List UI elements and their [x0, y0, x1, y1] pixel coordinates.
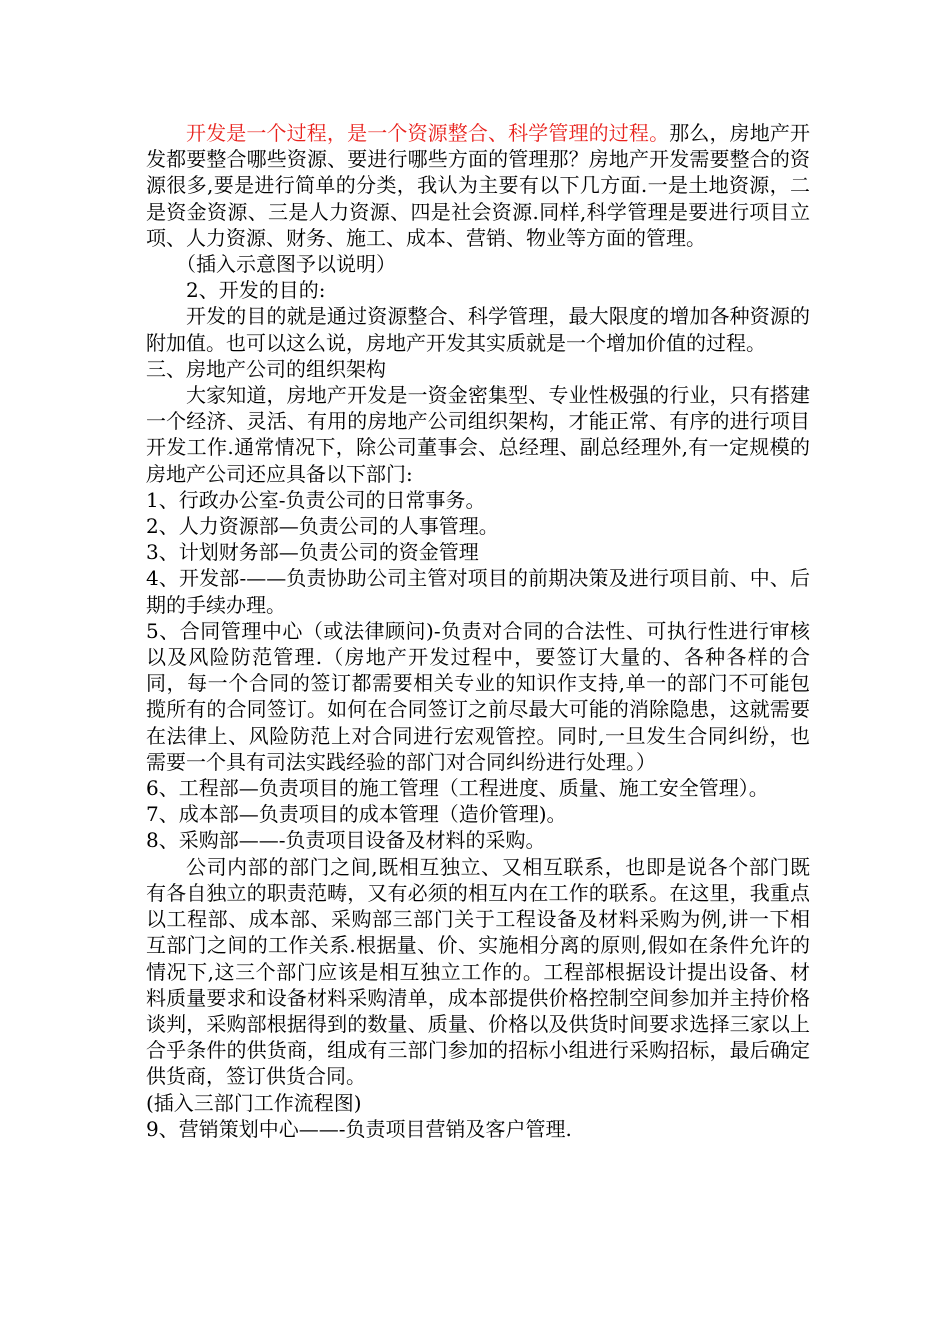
- department-item-cost: 7、成本部—负责项目的成本管理（造价管理)。: [146, 802, 567, 827]
- department-item-hr: 2、人力资源部—负责公司的人事管理。: [146, 514, 499, 539]
- department-item-contract: 5、合同管理中心（或法律顾问)-负责对合同的合法性、可执行性进行审核以及风险防范管理.（房地产开发过程中，要签订大量的、各种各样的合同，每一个合同的签订都需要相关专业的知识作支持,单一的部门不可能包揽所有的合同签订。如何在合同签订之前尽最大可能的消除隐患，这就需要在法律上、风险防范上对合同进行宏观管控。同时,一旦发生合同纠纷，也需要一个具有司法实践经验的部门对合同纠纷进行处理。）: [146, 618, 810, 774]
- paragraph-text: 那么，房地产开发都要整合哪些资源、要进行哪些方面的管理那？房地产开发需要整合的资源很多,要是进行简单的分类，我认为主要有以下几方面.一是土地资源，二是资金资源、三是人力资源、四是社会资源.同样,科学管理是要进行项目立项、人力资源、财务、施工、成本、营销、物业等方面的管理。: [146, 121, 811, 250]
- department-item-admin: 1、行政办公室-负责公司的日常事务。: [146, 487, 486, 512]
- section-heading-org-structure: 三、房地产公司的组织架构: [146, 356, 386, 381]
- paragraph-resource-integration: [146, 120, 810, 251]
- highlighted-sentence: 开发是一个过程，是一个资源整合、科学管理的过程。: [186, 121, 670, 145]
- department-item-engineering: 6、工程部—负责项目的施工管理（工程进度、质量、施工安全管理）。: [146, 776, 769, 801]
- paragraph-department-relations: 公司内部的部门之间,既相互独立、又相互联系，也即是说各个部门既有各自独立的职责范畴，又有必须的相互内在工作的联系。在这里，我重点以工程部、成本部、采购部三部门关于工程设备及材料采购为例,讲一下相互部门之间的工作关系.根据量、价、实施相分离的原则,假如在条件允许的情况下,这三个部门应该是相互独立工作的。工程部根据设计提出设备、材料质量要求和设备材料采购清单，成本部提供价格控制空间参加并主持价格谈判，采购部根据得到的数量、质量、价格以及供货时间要求选择三家以上合乎条件的供货商，组成有三部门参加的招标小组进行采购招标，最后确定供货商，签订供货合同。: [146, 854, 810, 1089]
- department-item-finance: 3、计划财务部—负责公司的资金管理: [146, 540, 479, 565]
- document-body: [146, 120, 810, 1142]
- department-item-development: 4、开发部-——负责协助公司主管对项目的前期决策及进行项目前、中、后期的手续办理。: [146, 566, 810, 617]
- department-item-marketing: 9、营销策划中心——-负责项目营销及客户管理.: [146, 1116, 572, 1141]
- paragraph-purpose: 开发的目的就是通过资源整合、科学管理，最大限度的增加各种资源的附加值。也可以这么说，房地产开发其实质就是一个增加价值的过程。: [146, 304, 810, 355]
- paragraph-org-structure: 大家知道，房地产开发是一资金密集型、专业性极强的行业，只有搭建一个经济、灵活、有用的房地产公司组织架构，才能正常、有序的进行项目开发工作.通常情况下，除公司董事会、总经理、副总经理外,有一定规模的房地产公司还应具备以下部门:: [146, 383, 810, 486]
- figure-note-workflow: (插入三部门工作流程图): [146, 1090, 362, 1115]
- section-heading-purpose: 2、开发的目的:: [186, 278, 326, 303]
- figure-note-diagram: （插入示意图予以说明）: [176, 252, 396, 277]
- department-item-procurement: 8、采购部——-负责项目设备及材料的采购。: [146, 828, 546, 853]
